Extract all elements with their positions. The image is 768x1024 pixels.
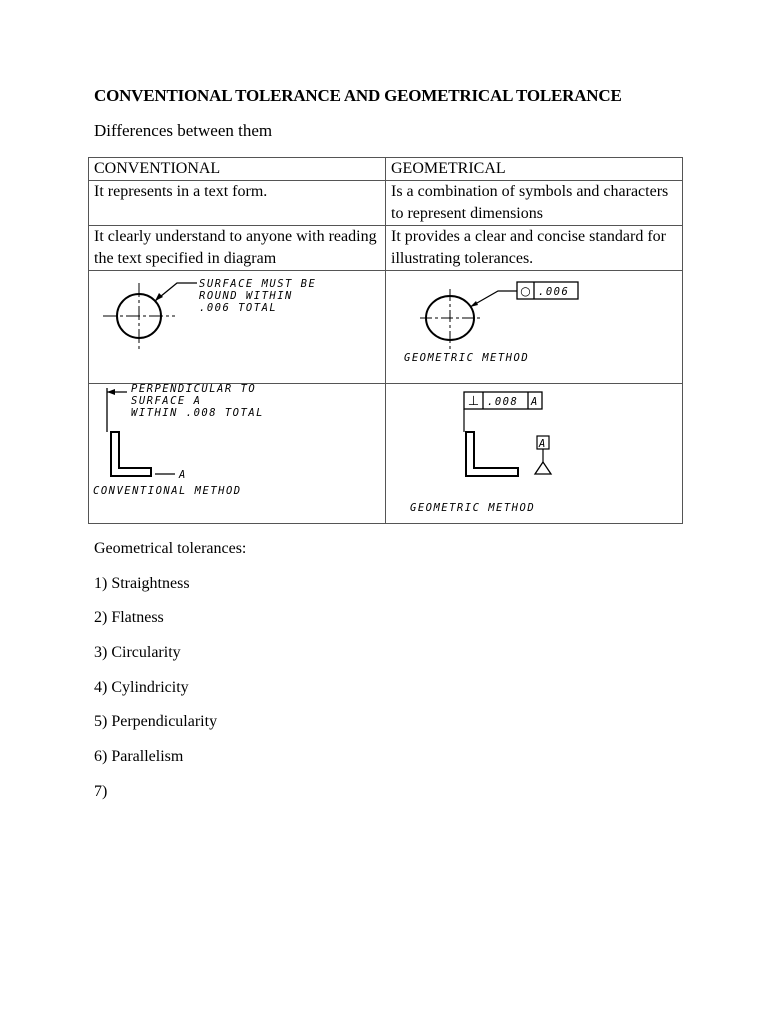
conv-circle-note-line2: ROUND WITHIN — [199, 290, 293, 302]
cell-conventional-2: It clearly understand to anyone with reading the text specified in diagram — [89, 226, 386, 271]
conv-perp-datum-label: A — [179, 469, 187, 481]
cell-conventional-circle-drawing — [89, 271, 386, 384]
document-subtitle: Differences between them — [94, 121, 273, 140]
circularity-tolerance-value: .006 — [538, 286, 570, 298]
cell-geometric-circle-drawing — [386, 271, 683, 384]
list-item: 5) Perpendicularity — [94, 713, 218, 731]
geo-circle-caption: GEOMETRIC METHOD — [404, 352, 530, 364]
geometric-circularity-drawing — [386, 271, 682, 376]
table-row — [89, 226, 683, 271]
cell-geometric-perp-drawing — [386, 384, 683, 524]
datum-box-label: A — [539, 438, 547, 450]
geometric-perpendicularity-drawing — [386, 384, 682, 516]
table-header-row — [89, 158, 683, 181]
drawing-row-circularity — [89, 271, 683, 384]
list-item: 2) Flatness — [94, 609, 164, 627]
conv-circle-note-line1: SURFACE MUST BE — [199, 278, 317, 290]
list-item: 6) Parallelism — [94, 748, 184, 766]
cell-geometrical-1: Is a combination of symbols and characters to represent dimensions — [386, 181, 683, 226]
cell-conventional-1: It represents in a text form. — [89, 181, 386, 226]
list-item: 7) — [94, 782, 108, 800]
comparison-table — [88, 157, 683, 524]
conv-perp-caption: CONVENTIONAL METHOD — [93, 485, 242, 497]
cell-conventional-perp-drawing — [89, 384, 386, 524]
cell-geometrical-2: It provides a clear and concise standard for illustrating tolerances. — [386, 226, 683, 271]
geo-perp-caption: GEOMETRIC METHOD — [410, 502, 536, 514]
conv-perp-note-line2: SURFACE A — [131, 395, 202, 407]
perpendicularity-symbol: ⊥ — [467, 394, 480, 409]
conv-perp-note-line3: WITHIN .008 TOTAL — [131, 407, 264, 419]
conv-perp-note-line1: PERPENDICULAR TO — [131, 384, 257, 395]
table-row — [89, 181, 683, 226]
list-heading: Geometrical tolerances: — [94, 540, 247, 557]
conventional-circularity-drawing — [89, 271, 385, 376]
conventional-perpendicularity-drawing — [89, 384, 385, 516]
header-conventional: CONVENTIONAL — [89, 158, 386, 181]
list-item: 1) Straightness — [94, 574, 190, 592]
perpendicularity-tolerance-value: .008 — [487, 396, 519, 408]
document-title: CONVENTIONAL TOLERANCE AND GEOMETRICAL TOLERANCE — [94, 86, 622, 105]
circularity-symbol: ○ — [520, 284, 531, 298]
header-geometrical: GEOMETRICAL — [386, 158, 683, 181]
list-item: 3) Circularity — [94, 644, 181, 662]
geometrical-tolerances-list — [94, 540, 246, 818]
perpendicularity-datum-ref: A — [531, 396, 539, 408]
drawing-row-perpendicularity — [89, 384, 683, 524]
conv-circle-note-line3: .006 TOTAL — [199, 302, 278, 314]
list-item: 4) Cylindricity — [94, 678, 189, 696]
